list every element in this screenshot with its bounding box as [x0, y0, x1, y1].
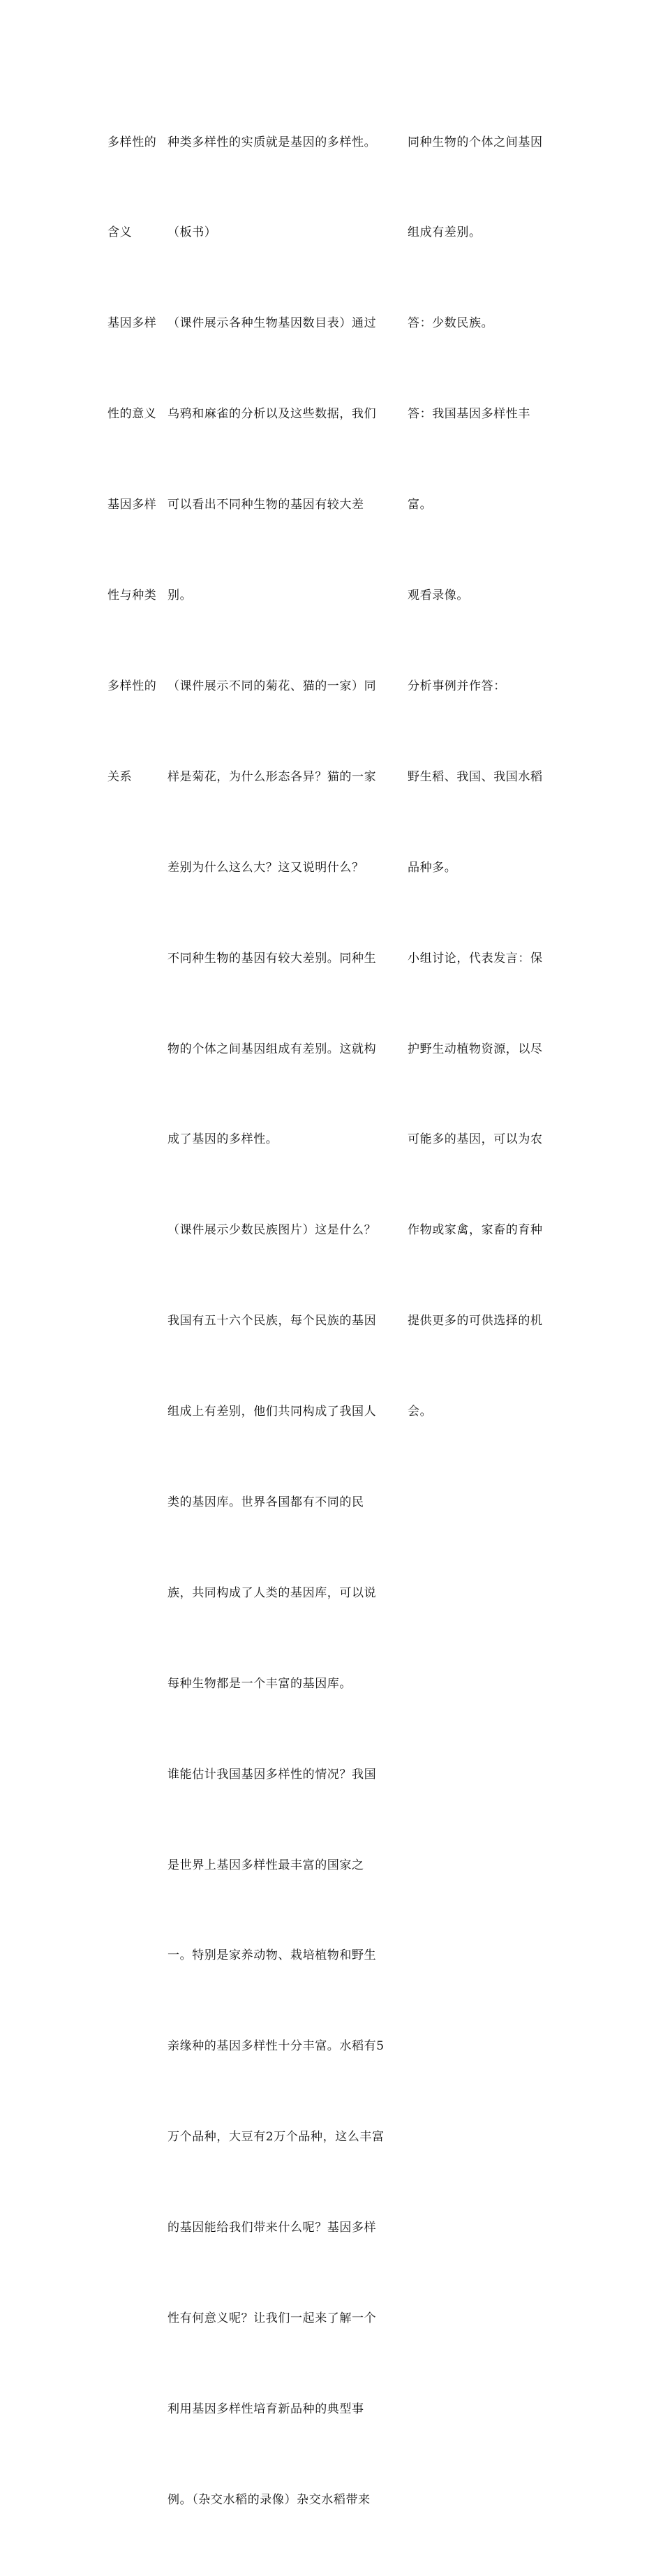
left-line: 基因多样 [107, 498, 157, 512]
right-line: 答：我国基因多样性丰 [408, 407, 530, 422]
middle-line: 一。特别是家养动物、栽培植物和野生 [167, 1948, 377, 1963]
middle-line: 不同种生物的基因有较大差别。同种生 [167, 951, 377, 965]
left-line: 基因多样 [107, 316, 157, 331]
left-line: 性与种类 [107, 589, 157, 603]
right-line: 提供更多的可供选择的机 [408, 1314, 543, 1328]
middle-line: 别。 [167, 589, 193, 603]
left-line: 多样性的 [107, 679, 157, 693]
middle-line: 万个品种，大豆有2万个品种，这么丰富 [167, 2130, 385, 2145]
middle-line: 类的基因库。世界各国都有不同的民 [167, 1495, 364, 1509]
middle-line: 亲缘种的基因多样性十分丰富。水稻有5 [167, 2039, 385, 2054]
middle-line: 物的个体之间基因组成有差别。这就构 [167, 1042, 377, 1056]
right-line: 小组讨论，代表发言：保 [408, 951, 543, 965]
left-line: 性的意义 [107, 407, 157, 422]
middle-line: 差别为什么这么大？这又说明什么？ [167, 860, 364, 875]
middle-line: 族，共同构成了人类的基因库，可以说 [167, 1585, 377, 1600]
right-line: 护野生动植物资源，以尽 [408, 1042, 543, 1056]
left-line: 多样性的 [107, 135, 157, 149]
right-line: 分析事例并作答： [408, 679, 506, 693]
right-line: 可能多的基因，可以为农 [408, 1132, 543, 1147]
middle-line: 例。（杂交水稻的录像）杂交水稻带来 [167, 2492, 371, 2507]
middle-line: 的基因能给我们带来什么呢？基因多样 [167, 2221, 377, 2235]
middle-line: （课件展示各种生物基因数目表）通过 [167, 316, 377, 331]
right-line: 野生稻、我国、我国水稻 [408, 769, 543, 784]
middle-line: 性有何意义呢？让我们一起来了解一个 [167, 2311, 377, 2325]
right-line: 作物或家禽，家畜的育种 [408, 1223, 543, 1238]
right-line: 富。 [408, 498, 433, 512]
middle-line: 样是菊花，为什么形态各异？猫的一家 [167, 769, 377, 784]
right-line: 观看录像。 [408, 589, 469, 603]
left-line: 含义 [107, 225, 133, 240]
right-line: 会。 [408, 1405, 433, 1419]
middle-line: （板书） [167, 225, 217, 240]
middle-line: （课件展示少数民族图片）这是什么？ [167, 1223, 377, 1238]
middle-line: 是世界上基因多样性最丰富的国家之 [167, 1858, 364, 1872]
middle-column-teacher-activity [167, 67, 408, 2576]
middle-line: 种类多样性的实质就是基因的多样性。 [167, 135, 377, 149]
middle-line: （课件展示不同的菊花、猫的一家）同 [167, 679, 377, 693]
right-line: 品种多。 [408, 860, 457, 875]
middle-line: 我国有五十六个民族，每个民族的基因 [167, 1314, 377, 1328]
middle-line: 每种生物都是一个丰富的基因库。 [167, 1676, 352, 1691]
left-column-section-labels [107, 67, 167, 853]
middle-line: 谁能估计我国基因多样性的情况？我国 [167, 1767, 377, 1782]
right-column-student-activity [408, 67, 558, 1488]
middle-line: 组成上有差别，他们共同构成了我国人 [167, 1405, 377, 1419]
middle-line: 成了基因的多样性。 [167, 1132, 278, 1147]
middle-line: 乌鸦和麻雀的分析以及这些数据，我们 [167, 407, 377, 422]
middle-line: 可以看出不同种生物的基因有较大差 [167, 498, 364, 512]
left-line: 关系 [107, 769, 133, 784]
middle-line: 利用基因多样性培育新品种的典型事 [167, 2401, 364, 2416]
right-line: 同种生物的个体之间基因 [408, 135, 543, 149]
right-line: 组成有差别。 [408, 225, 482, 240]
right-line: 答：少数民族。 [408, 316, 494, 331]
